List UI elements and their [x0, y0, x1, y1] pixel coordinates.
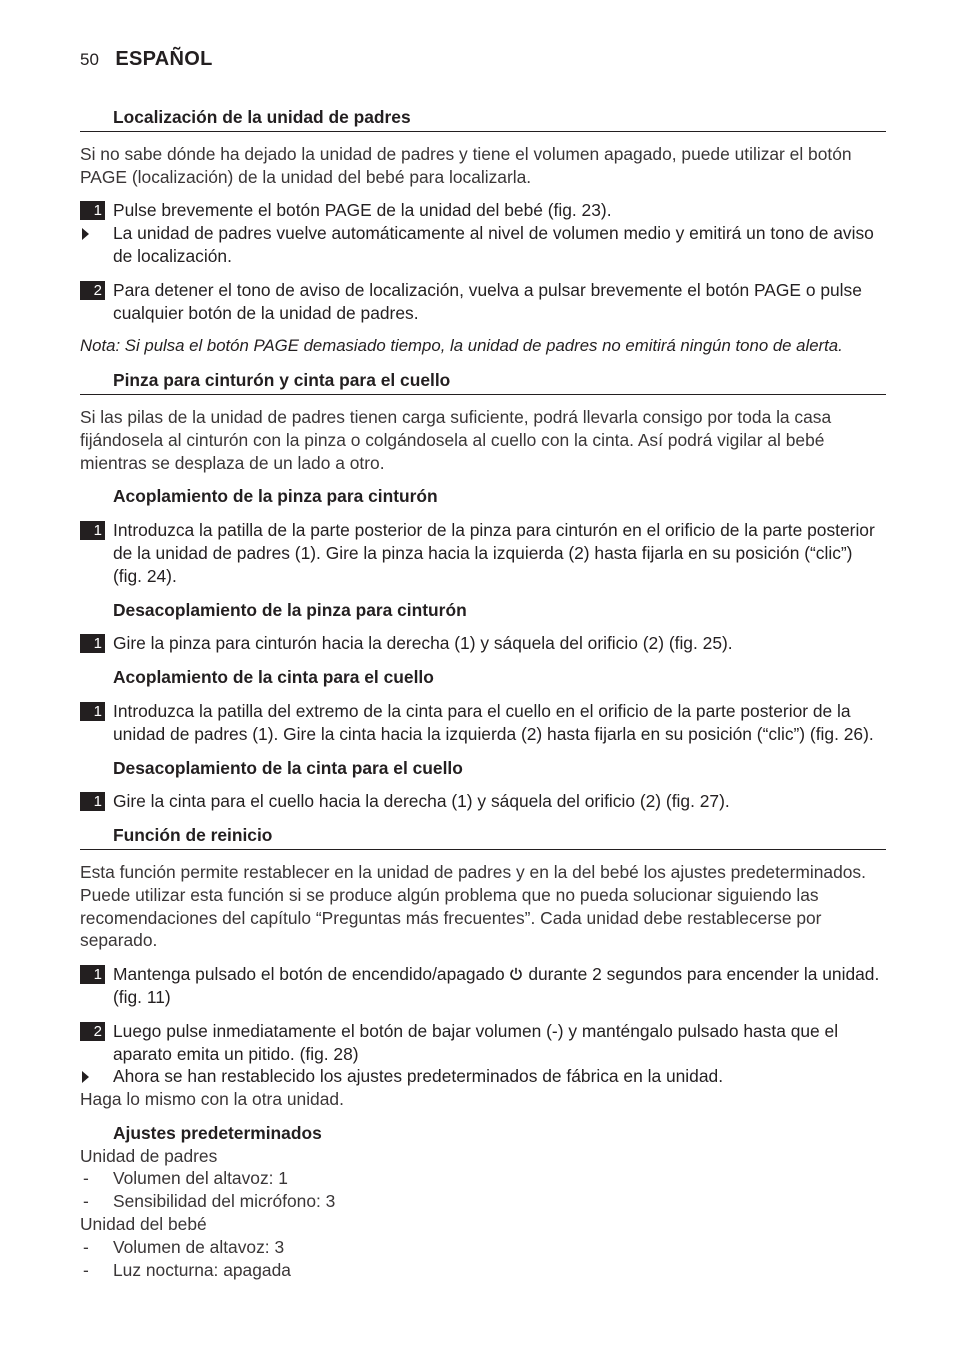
reset-result — [80, 1065, 886, 1088]
list-item-text: Sensibilidad del micrófono: 3 — [113, 1191, 336, 1212]
list-item-text: Volumen del altavoz: 1 — [113, 1168, 288, 1189]
step-number: 1 — [80, 201, 105, 220]
result-text: Ahora se han restablecido los ajustes predeterminados de fábrica en la unidad. — [113, 1066, 724, 1087]
baby-unit-label: Unidad del bebé — [80, 1214, 207, 1235]
result-text: La unidad de padres vuelve automáticamente al nivel de volumen medio y emitirá un tono de aviso de localización. — [113, 223, 874, 266]
section-heading-reset: Función de reinicio — [80, 824, 886, 850]
reset-after: Haga lo mismo con la otra unidad. — [80, 1089, 344, 1110]
parent-unit-label: Unidad de padres — [80, 1145, 218, 1166]
step-number: 2 — [80, 1022, 105, 1041]
reset-intro: Esta función permite restablecer en la unidad de padres y en la del bebé los ajustes predeterminados. Puede utilizar esta función si se produce algún problema que no pueda solucionar siguiendo las recomendaciones del capítulo “Preguntas más frecuentes”. Cada unidad debe restablecerse por separado. — [80, 861, 866, 951]
detach-clip-step-1 — [80, 632, 886, 655]
step-number: 1 — [80, 521, 105, 540]
step-text-b: durante 2 segundos para encender la unidad. (fig. 11) — [113, 964, 880, 1007]
step-number: 1 — [80, 702, 105, 721]
locate-step-2 — [80, 279, 886, 325]
page-number: 50 — [80, 50, 99, 69]
step-text-a: Mantenga pulsado el botón de encendido/apagado — [113, 964, 505, 985]
subheading-attach-cord: Acoplamiento de la cinta para el cuello — [113, 667, 434, 688]
dash-marker: - — [83, 1191, 89, 1212]
result-arrow-icon — [82, 228, 89, 240]
reset-step-2 — [80, 1020, 886, 1066]
result-arrow-icon — [82, 1071, 89, 1083]
locate-intro: Si no sabe dónde ha dejado la unidad de padres y tiene el volumen apagado, puede utilizar el botón PAGE (localización) de la unidad del bebé para localizarla. — [80, 143, 852, 187]
step-number: 1 — [80, 965, 105, 984]
step-text: Pulse brevemente el botón PAGE de la unidad del bebé (fig. 23). — [113, 200, 612, 221]
step-text: Introduzca la patilla del extremo de la cinta para el cuello en el orificio de la parte posterior de la unidad de padres (1). Gire la cinta hacia la izquierda (2) hasta fijarla en su posición (“clic”) (fig. 26). — [113, 700, 874, 744]
step-number: 2 — [80, 281, 105, 300]
step-text: Para detener el tono de aviso de localización, vuelva a pulsar brevemente el botón PAGE o pulse cualquier botón de la unidad de padres. — [113, 279, 862, 323]
page-header — [80, 48, 213, 74]
locate-step-1 — [80, 199, 886, 222]
step-text: Luego pulse inmediatamente el botón de bajar volumen (-) y manténgalo pulsado hasta que el aparato emita un pitido. (fig. 28) — [113, 1020, 839, 1064]
list-item-text: Volumen de altavoz: 3 — [113, 1236, 285, 1257]
section-heading-locate: Localización de la unidad de padres — [80, 106, 886, 132]
attach-clip-step-1 — [80, 519, 886, 587]
list-item — [80, 1236, 886, 1259]
step-text: Gire la pinza para cinturón hacia la derecha (1) y sáquela del orificio (2) (fig. 25). — [113, 633, 733, 654]
list-item — [80, 1259, 886, 1282]
step-number: 1 — [80, 634, 105, 653]
step-number: 1 — [80, 792, 105, 811]
section-heading-clip: Pinza para cinturón y cinta para el cuello — [80, 369, 886, 395]
detach-cord-step-1 — [80, 790, 886, 813]
subheading-attach-clip: Acoplamiento de la pinza para cinturón — [113, 486, 438, 507]
dash-marker: - — [83, 1236, 89, 1257]
list-item — [80, 1190, 886, 1213]
attach-cord-step-1 — [80, 700, 886, 746]
power-icon — [509, 967, 523, 981]
locate-note: Nota: Si pulsa el botón PAGE demasiado tiempo, la unidad de padres no emitirá ningún tono de alerta. — [80, 336, 843, 356]
step-text: Introduzca la patilla de la parte posterior de la pinza para cinturón en el orificio de la parte posterior de la unidad de padres (1). Gire la pinza hacia la izquierda (2) hasta fijarla en su posición (“clic”) (fig. 24). — [113, 520, 875, 586]
list-item-text: Luz nocturna: apagada — [113, 1259, 291, 1280]
dash-marker: - — [83, 1259, 89, 1280]
page-content — [80, 106, 886, 1281]
clip-intro: Si las pilas de la unidad de padres tienen carga suficiente, podrá llevarla consigo por toda la casa fijándosela al cinturón con la pinza o colgándosela al cuello con la cinta. Así podrá vigilar al bebé mientras se desplaza de un lado a otro. — [80, 406, 832, 473]
dash-marker: - — [83, 1168, 89, 1189]
subheading-defaults: Ajustes predeterminados — [113, 1122, 322, 1143]
list-item — [80, 1167, 886, 1190]
subheading-detach-clip: Desacoplamiento de la pinza para cinturón — [113, 599, 467, 620]
subheading-detach-cord: Desacoplamiento de la cinta para el cuello — [113, 757, 463, 778]
reset-step-1 — [80, 963, 886, 1009]
step-text: Gire la cinta para el cuello hacia la derecha (1) y sáquela del orificio (2) (fig. 27). — [113, 791, 730, 812]
language-title: ESPAÑOL — [115, 48, 213, 70]
locate-result — [80, 222, 886, 268]
